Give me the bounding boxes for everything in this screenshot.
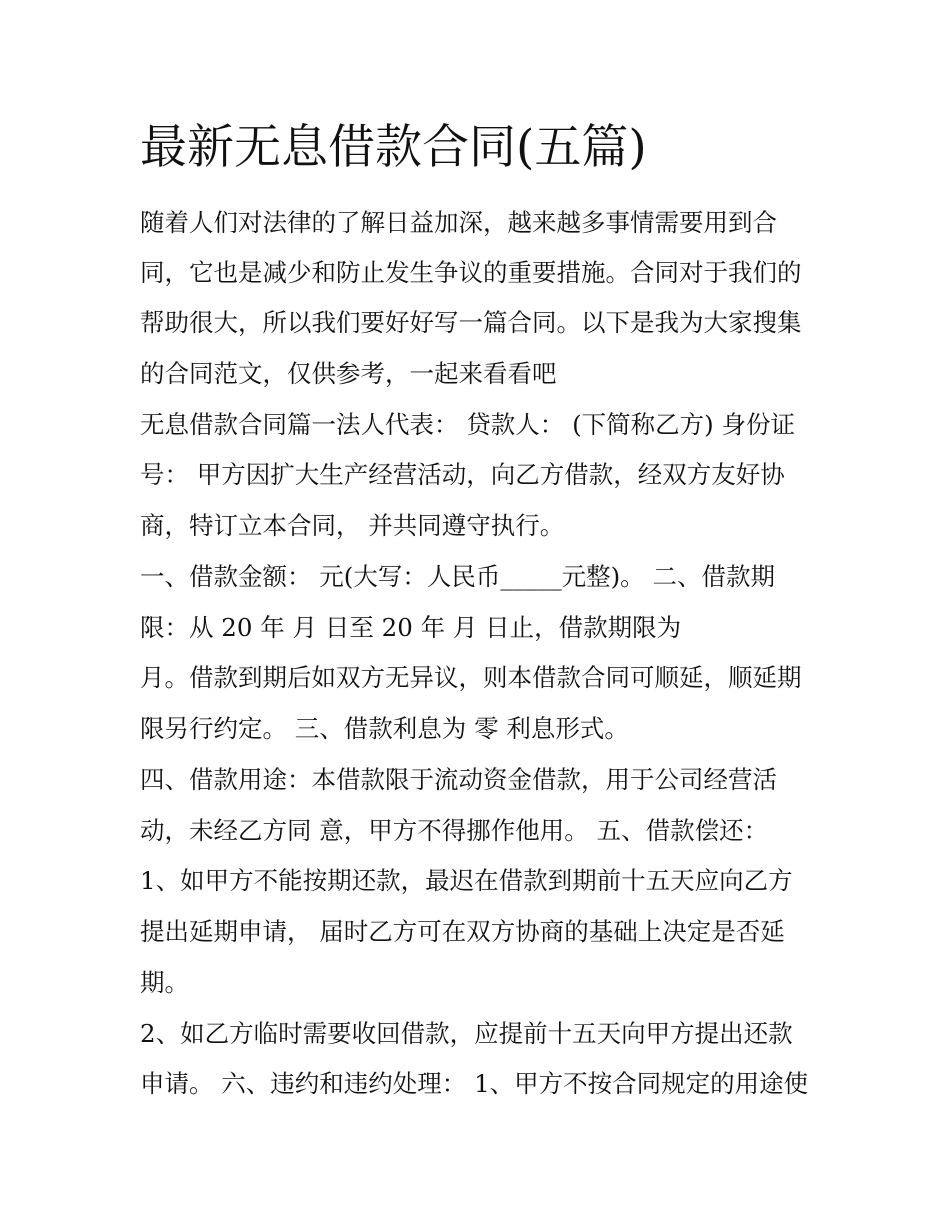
paragraph-line: 四、借款用途：本借款限于流动资金借款，用于公司经营活 xyxy=(140,765,777,794)
paragraph-line: 月。借款到期后如双方无异议，则本借款合同可顺延，顺延期 xyxy=(140,663,802,692)
paragraph-line: 商，特订立本合同， 并共同遵守执行。 xyxy=(140,511,565,540)
paragraph-line: 帮助很大，所以我们要好好写一篇合同。以下是我为大家搜集 xyxy=(140,308,802,337)
paragraph-line: 动，未经乙方同 意，甲方不得挪作他用。 五、借款偿还： xyxy=(140,816,769,845)
paragraph-line: 限另行约定。 三、借款利息为 零 利息形式。 xyxy=(140,714,629,743)
paragraph-line: 申请。 六、违约和违约处理： 1、甲方不按合同规定的用途使 xyxy=(140,1069,809,1098)
paragraph-line: 限：从 20 年 月 日至 20 年 月 日止，借款期限为 xyxy=(140,613,682,642)
paragraph-line: 一、借款金额： 元(大写：人民币_____元整)。 二、借款期 xyxy=(140,562,775,591)
paragraph-line: 同，它也是减少和防止发生争议的重要措施。合同对于我们的 xyxy=(140,258,802,287)
paragraph-line: 的合同范文，仅供参考，一起来看看吧 xyxy=(140,359,557,388)
paragraph-line: 无息借款合同篇一法人代表： 贷款人： (下简称乙方) 身份证 xyxy=(140,410,795,439)
document-title: 最新无息借款合同(五篇) xyxy=(140,120,647,175)
paragraph-line: 随着人们对法律的了解日益加深，越来越多事情需要用到合 xyxy=(140,208,777,237)
paragraph-line: 期。 xyxy=(140,968,189,997)
paragraph-line: 提出延期申请， 届时乙方可在双方协商的基础上决定是否延 xyxy=(140,917,785,946)
paragraph-line: 2、如乙方临时需要收回借款，应提前十五天向甲方提出还款 xyxy=(140,1019,793,1048)
paragraph-line: 1、如甲方不能按期还款，最迟在借款到期前十五天应向乙方 xyxy=(140,866,793,895)
paragraph-line: 号： 甲方因扩大生产经营活动，向乙方借款，经双方友好协 xyxy=(140,460,785,489)
